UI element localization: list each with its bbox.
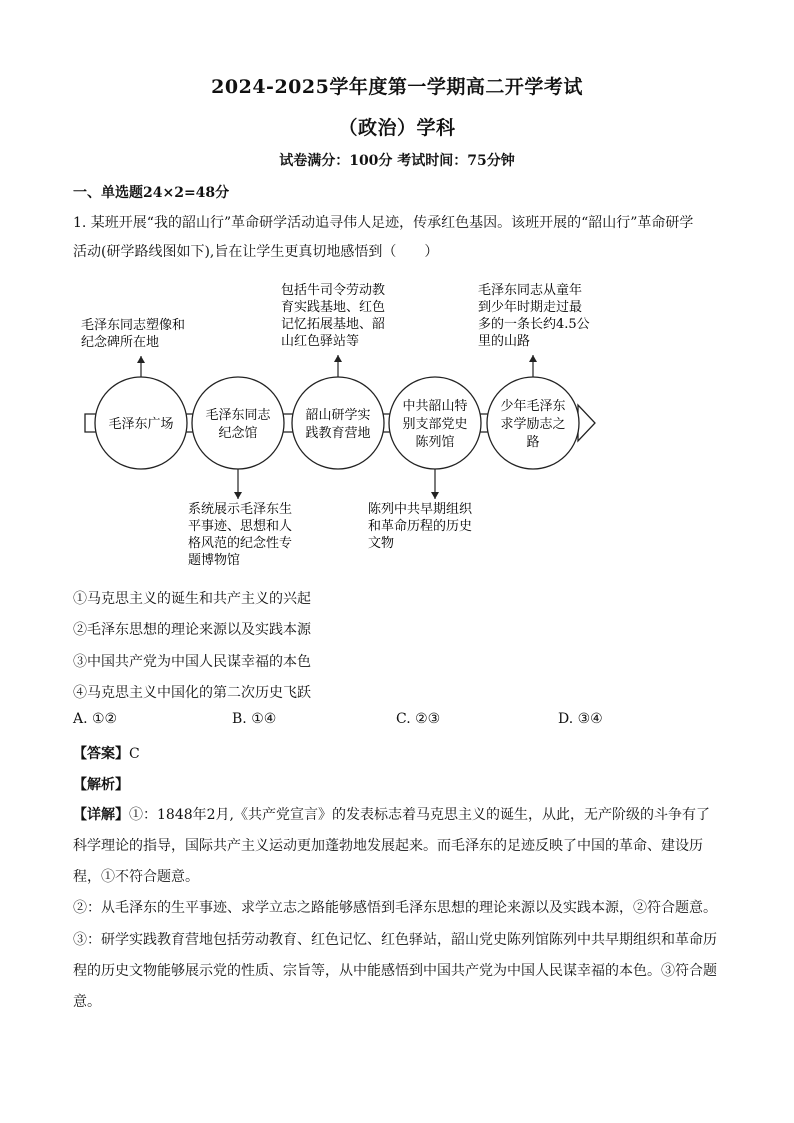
detail-paragraph-1	[73, 800, 723, 893]
choice-d: D. ③④	[558, 711, 603, 727]
arrowhead	[334, 355, 342, 362]
statement-1: ①马克思主义的诞生和共产主义的兴起	[73, 591, 311, 607]
route-note-text: 和革命历程的历史	[368, 519, 473, 534]
question-stem-line2: 活动(研学路线图如下),旨在让学生更真切地感悟到（ ）	[73, 244, 439, 260]
arrowhead	[529, 355, 537, 362]
answer-value: C	[129, 746, 140, 762]
route-node-label: 路	[526, 435, 540, 450]
route-note-text: 包括牛司令劳动教	[281, 283, 386, 298]
route-note-text: 到少年时期走过最	[478, 300, 583, 315]
subject-title: （政治）学科	[338, 117, 456, 139]
detail-text-1: ①：1848年2月,《共产党宣言》的发表标志着马克思主义的诞生，从此，无产阶级的斗争有了科学理论的指导，国际共产主义运动更加蓬勃地发展起来。而毛泽东的足迹反映了中国的革命、建设历程，①不符合题意。	[73, 807, 710, 885]
route-note-text: 题博物馆	[188, 553, 241, 566]
route-note-text: 系统展示毛泽东生	[188, 502, 293, 517]
route-note-text: 里的山路	[478, 334, 531, 349]
question-stem	[73, 209, 723, 267]
route-node-label: 毛泽东广场	[108, 417, 174, 432]
detail-paragraph-3: ③：研学实践教育营地包括劳动教育、红色记忆、红色驿站，韶山党史陈列馆陈列中共早期组织和革命历程的历史文物能够展示党的性质、宗旨等，从中能感悟到中国共产党为中国人民谋幸福的本色。③符合题意。	[73, 932, 717, 1010]
route-note-text: 文物	[368, 536, 395, 551]
route-node-label: 别支部党史	[402, 417, 468, 432]
question-stem-line1: 1. 某班开展“我的韶山行”革命研学活动追寻伟人足迹，传承红色基因。该班开展的“韶山行”革命研学	[73, 215, 694, 231]
exam-info: 试卷满分：100分 考试时间：75分钟	[279, 153, 515, 169]
route-node-2	[192, 377, 284, 469]
detail-label: 【详解】	[73, 807, 129, 823]
choice-c: C. ②③	[396, 711, 441, 727]
route-diagram	[73, 276, 613, 566]
route-node-label: 陈列馆	[415, 435, 455, 450]
section-heading: 一、单选题24×2=48分	[73, 185, 230, 201]
exam-title: 2024-2025学年度第一学期高二开学考试	[211, 76, 583, 98]
route-note-text: 纪念碑所在地	[81, 335, 160, 350]
statement-2: ②毛泽东思想的理论来源以及实践本源	[73, 622, 311, 638]
answer-label: 【答案】	[73, 746, 129, 762]
choice-a: A. ①②	[73, 711, 118, 727]
route-note-text: 毛泽东同志从童年	[478, 283, 583, 298]
route-node-label: 纪念馆	[218, 426, 258, 441]
route-note-text: 多的一条长约4.5公	[478, 317, 590, 332]
arrowhead	[431, 492, 439, 499]
route-note-text: 平事迹、思想和人	[188, 519, 293, 534]
statement-3: ③中国共产党为中国人民谋幸福的本色	[73, 654, 311, 670]
route-note-text: 记忆拓展基地、韶	[281, 317, 386, 332]
route-note-text: 毛泽东同志塑像和	[81, 318, 186, 333]
route-note-text: 山红色驿站等	[281, 334, 360, 349]
route-node-label: 韶山研学实	[305, 408, 371, 423]
arrowhead	[234, 492, 242, 499]
detail-paragraph-2: ②：从毛泽东的生平事迹、求学立志之路能够感悟到毛泽东思想的理论来源以及实践本源，②符合题意。	[73, 900, 717, 916]
arrowhead	[137, 356, 145, 363]
route-node-3	[292, 377, 384, 469]
route-note-text: 育实践基地、红色	[281, 300, 386, 315]
answer-line	[73, 743, 140, 763]
route-node-label: 践教育营地	[305, 426, 371, 441]
route-node-label: 少年毛泽东	[500, 399, 566, 414]
statement-4: ④马克思主义中国化的第二次历史飞跃	[73, 685, 311, 701]
route-node-label: 毛泽东同志	[205, 408, 271, 423]
choice-b: B. ①④	[232, 711, 277, 727]
analysis-label: 【解析】	[73, 777, 129, 793]
route-node-label: 中共韶山特	[402, 399, 468, 414]
route-node-label: 求学励志之	[500, 417, 566, 432]
route-note-text: 格风范的纪念性专	[188, 536, 293, 551]
route-note-text: 陈列中共早期组织	[368, 502, 473, 517]
